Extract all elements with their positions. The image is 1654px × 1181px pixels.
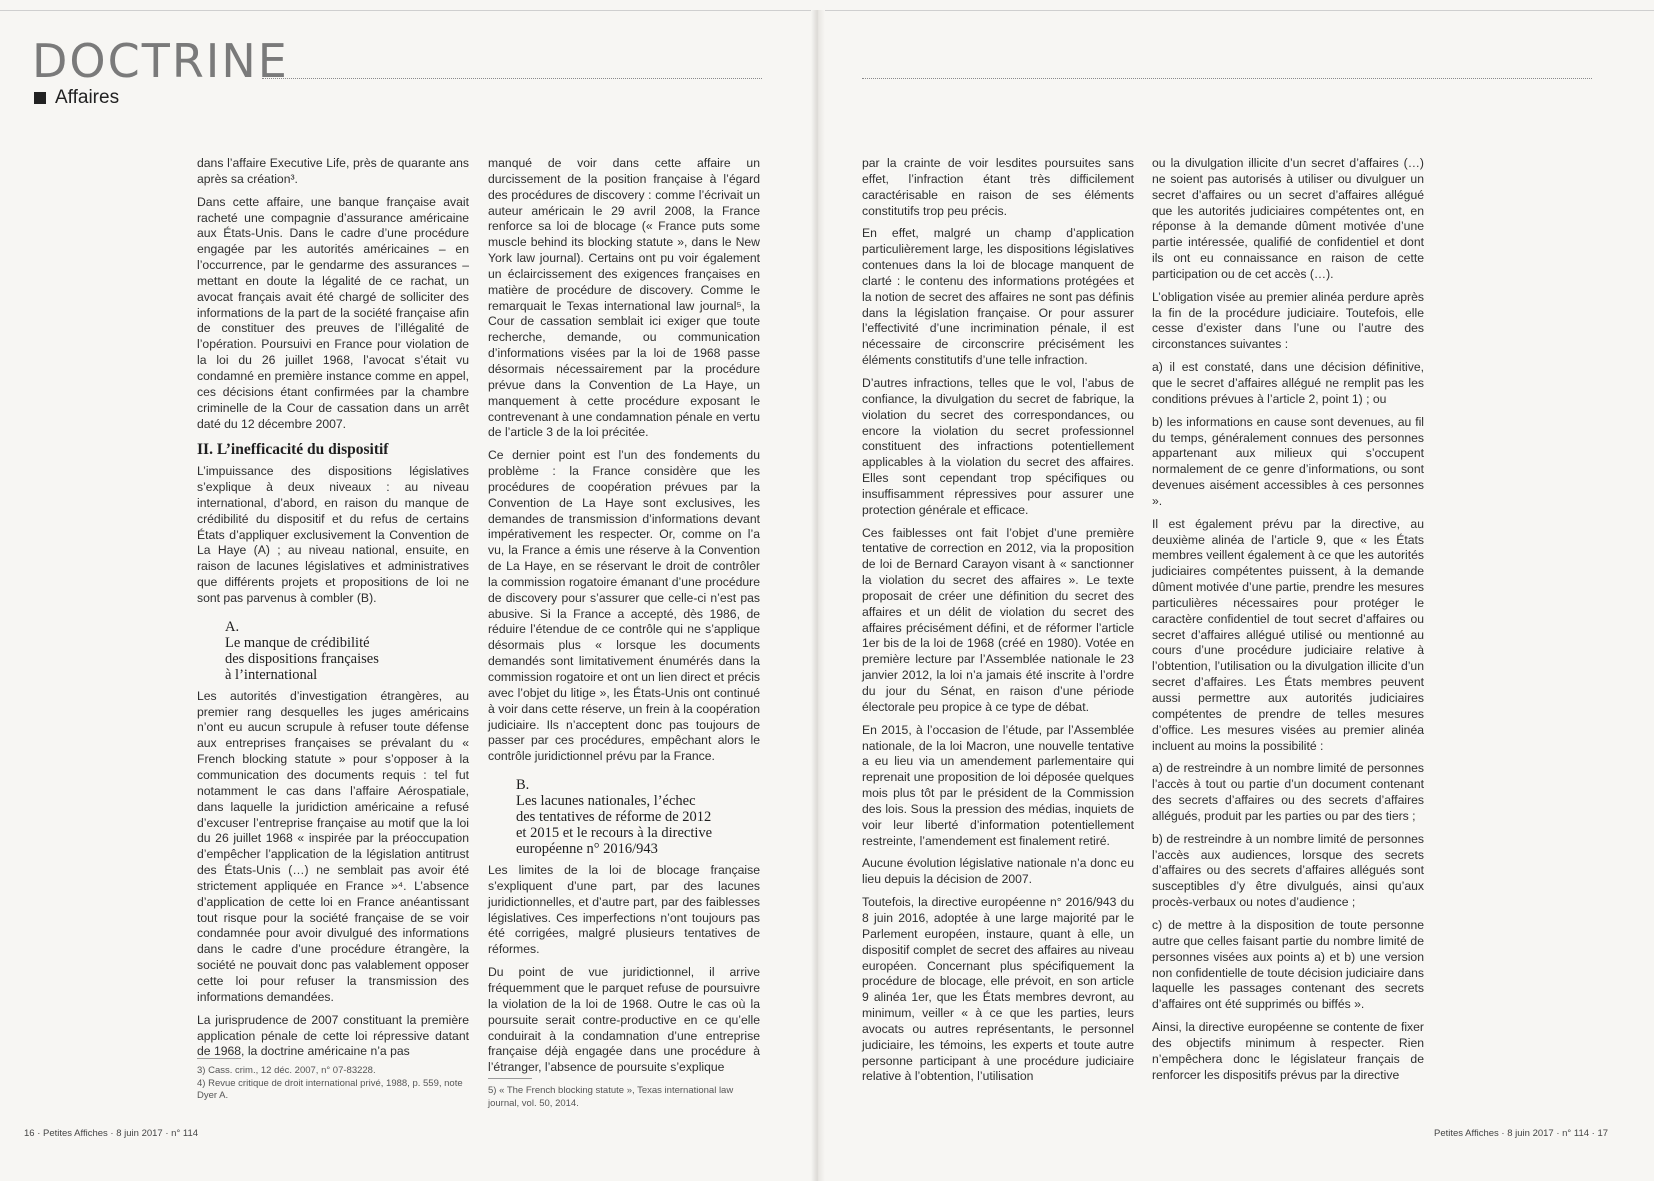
paragraph: Aucune évolution législative nationale n’a donc eu lieu depuis la décision de 2007. (862, 856, 1134, 887)
subsection-label: B. (516, 777, 530, 794)
subsection-title-line: et 2015 et le recours à la directive (516, 825, 713, 842)
paragraph: Les autorités d’investigation étrangères, au premier rang desquelles les juges américains n’ont eu aucun scrupule à refuser toute défense aux entreprises françaises se prévalant du « French blocking statute » pour s’opposer à la communication des documents requis : tel fut notamment le cas dans l’affaire Aérospatiale, dans laquelle la juridiction américaine a refusé d’excuser l’entreprise française au motif que la loi du 26 juillet 1968 « inspirée par la préoccupation d’empêcher l’application de la législation antitrust des États-Unis (…) ne semblait pas avoir été strictement appliquée en France »⁴. L’absence d’application de cette loi en France anéantissant tout risque pour la société française de se voir condamnée pour avoir divulgué des informations dans le cadre d’une procédure étrangère, la société ne pouvait donc pas valablement opposer cette loi pour refuser la transmission des informations demandées. (197, 688, 469, 1004)
paragraph: Du point de vue juridictionnel, il arrive fréquemment que le parquet refuse de poursuivre la violation de la loi de 1968. Outre le cas où la poursuite serait contre-productive en ce qu’elle conduirait à la condamnation d’une entreprise française déjà engagée dans une procédure à l’étranger, l’absence de poursuite s’explique (488, 965, 760, 1075)
subsection-title-line: des dispositions françaises (225, 650, 379, 667)
footnote-4: 4) Revue critique de droit international privé, 1988, p. 559, note Dyer A. (197, 1077, 463, 1101)
text-column-4 (1152, 156, 1424, 1090)
text-column-2 (488, 156, 760, 1083)
paragraph: Les limites de la loi de blocage française s’expliquent d’une part, par des lacunes juridictionnelles, et d’autre part, par des faiblesses législatives. Ces imperfections n’ont toujours pas été corrigées, malgré plusieurs tentatives de réformes. (488, 863, 760, 957)
subsection-title-line: Le manque de crédibilité (225, 634, 370, 651)
paragraph: b) les informations en cause sont devenues, au fil du temps, généralement connues des personnes appartenant aux milieux qui s’occupent normalement de ce genre d’informations, ou sont devenues aisément accessibles à ces personnes ». (1152, 414, 1424, 508)
rubric-label: Affaires (55, 87, 120, 108)
paragraph: a) il est constaté, dans une décision définitive, que le secret d’affaires allégué ne remplit pas les conditions prévues à l’article 2, point 1) ; ou (1152, 360, 1424, 406)
paragraph: Toutefois, la directive européenne n° 2016/943 du 8 juin 2016, adoptée à une large majorité par le Parlement européen, instaure, quant à elle, un dispositif complet de secret des affaires au niveau européen. Concernant plus spécifiquement la procédure de blocage, elle prévoit, en son article 9 alinéa 1er, que les États membres devront, au minimum, veiller « à ce que les parties, leurs avocats ou autres représentants, le personnel judiciaire, les témoins, les experts et toute autre personne participant à une procédure judiciaire relative à l’obtention, l’utilisation (862, 895, 1134, 1084)
subsection-label: A. (225, 618, 240, 635)
paragraph: Ainsi, la directive européenne se contente de fixer des objectifs minimum à respecter. Rien n’empêchera donc le législateur français de renforcer les dispositifs prévus par la directive (1152, 1020, 1424, 1082)
paragraph: Ce dernier point est l’un des fondements du problème : la France considère que les procédures de coopération prévues par la Convention de La Haye sont exclusives, les demandes de transmission d’informations devant impérativement les respecter. Or, comme on l’a vu, la France a émis une réserve à la Convention de La Haye, en se réservant le droit de contrôler la commission rogatoire émanant d’une procédure de discovery pour s’assurer que celle-ci n’est pas abusive. Si la France a accepté, dès 1986, de réduire l’étendue de ce contrôle qui ne s’applique désormais plus « lorsque les documents demandés sont limitativement énumérés dans la commission rogatoire et ont un lien direct et précis avec l’objet du litige », les États-Unis ont continué à voir dans cette réserve, un frein à la coopération judiciaire. Ils n’acceptent donc pas toujours de passer par ces procédures, empêchant alors le contrôle juridictionnel prévu par la France. (488, 448, 760, 764)
paragraph: En 2015, à l’occasion de l’étude, par l’Assemblée nationale, de la loi Macron, une nouvelle tentative a eu lieu via un amendement parlementaire qui reprenait une proposition de loi déposée quelques mois plus tôt par le président de la Commission des lois. Sous la pression des médias, inquiets de voir leur liberté d’information potentiellement restreinte, l’amendement est finalement retiré. (862, 722, 1134, 848)
footnote-3: 3) Cass. crim., 12 déc. 2007, n° 07-83228. (197, 1065, 376, 1076)
paragraph: La jurisprudence de 2007 constituant la première application pénale de cette loi répressive datant de 1968, la doctrine américaine n’a pas (197, 1012, 469, 1059)
paragraph: par la crainte de voir lesdites poursuites sans effet, l’infraction étant très difficilement caractérisable en raison de ses éléments constitutifs trop peu précis. (862, 156, 1134, 218)
top-rule (0, 10, 1654, 11)
section-title: DOCTRINE (32, 34, 289, 88)
paragraph: D’autres infractions, telles que le vol, l’abus de confiance, la divulgation du secret de fabrique, la violation du secret des correspondances, ou encore la violation du secret professionnel constituent des infractions potentiellement applicables à la violation du secret des affaires. Elles sont cependant trop spécifiques ou insuffisamment répressives pour assurer une protection générale et efficace. (862, 375, 1134, 517)
paragraph: dans l’affaire Executive Life, près de quarante ans après sa création³. (197, 156, 469, 186)
text-column-1 (197, 156, 469, 1067)
section-heading: II. L’inefficacité du dispositif (197, 441, 389, 459)
footnote-rule (488, 1078, 532, 1079)
paragraph: Il est également prévu par la directive, au deuxième alinéa de l’article 9, que « les États membres veillent également à ce que les autorités judiciaires compétentes puissent, à la demande dûment motivée d’une partie, prendre les mesures particulières nécessaires pour protéger le caractère confidentiel de tout secret d’affaires ou secret d’affaires allégué utilisé ou mentionné au cours d’une procédure judiciaire relative à l’obtention, l’utilisation ou la divulgation illicite d’un secret d’affaires. Les États membres peuvent aussi permettre aux autorités judiciaires compétentes de prendre de telles mesures d’office. Les mesures visées au premier alinéa incluent au moins la possibilité : (1152, 516, 1424, 753)
paragraph: L’impuissance des dispositions législatives s’explique à deux niveaux : au niveau international, d’abord, en raison du manque de crédibilité du dispositif et du refus de certains États d’appliquer exclusivement la Convention de La Haye (A) ; au niveau national, ensuite, en raison de lacunes législatives et administratives que différents projets et propositions de loi ne sont pas parvenus à combler (B). (197, 464, 469, 605)
footnote-5: 5) « The French blocking statute », Texas international law journal, vol. 50, 2014. (488, 1085, 734, 1109)
subsection-title-line: Les lacunes nationales, l’échec (516, 793, 696, 810)
subsection-title-line: des tentatives de réforme de 2012 (516, 809, 712, 826)
footnotes-left (197, 1065, 469, 1103)
subsection-title-line: européenne n° 2016/943 (516, 841, 658, 858)
subsection-title-line: à l’international (225, 666, 318, 683)
paragraph: c) de mettre à la disposition de toute personne autre que celles faisant partie du nombre limité de personnes visées aux points a) et b) une version non confidentielle de toute décision judiciaire dans laquelle les passages contenant des secrets d’affaires ont été supprimés ou biffés ». (1152, 917, 1424, 1012)
paragraph: ou la divulgation illicite d’un secret d’affaires (…) ne soient pas autorisés à utiliser ou divulguer un secret d’affaires ou un secret d’affaires allégué que les autorités judiciaires compétentes ont, en réponse à la demande dûment motivée d’une partie intéressée, qualifié de confidentiel et dont ils ont eu connaissance en raison de cette participation ou de cet accès (…). (1152, 156, 1424, 281)
text-column-3 (862, 156, 1134, 1092)
paragraph: En effet, malgré un champ d’application particulièrement large, les dispositions législatives contenues dans la loi de blocage manquent de clarté : le contenu des informations protégées et la notion de secret des affaires ne sont pas définis dans la législation française. Or pour assurer l’effectivité d’une incrimination pénale, il est nécessaire de circonscrire précisément les éléments constitutifs d’une telle infraction. (862, 226, 1134, 368)
square-bullet-icon (34, 92, 46, 104)
footnote-rule (197, 1058, 241, 1059)
paragraph: Ces faiblesses ont fait l’objet d’une première tentative de correction en 2012, via la proposition de loi de Bernard Carayon visant à « sanctionner la violation du secret des affaires ». Le texte proposait de créer une définition du secret des affaires et un délit de violation du secret des affaires précisément défini, et de réformer l’article 1er bis de la loi de 1968 (créé en 1980). Votée en première lecture par l’Assemblée nationale le 23 janvier 2012, la loi n’a jamais été inscrite à l’ordre du jour du Sénat, en raison d’une période électorale peu propice à ce type de débat. (862, 525, 1134, 714)
paragraph: manqué de voir dans cette affaire un durcissement de la position française à l’égard des procédures de discovery : comme l’écrivait un auteur américain le 29 avril 2008, la France renforce sa loi de blocage (« France puts some muscle behind its blocking statute », dans le New York law journal). Certains ont pu voir également un éclaircissement des exigences françaises en matière de procédure de discovery. Comme le remarquait le Texas international law journal⁵, la Cour de cassation semblait ici exiger que toute recherche, demande, ou communication d’informations visées par la loi de 1968 passe désormais nécessairement par la procédure prévue dans la Convention de La Haye, un manquement à cette procédure exposant le contrevenant à une condamnation pénale en vertu de l’article 3 de la loi précitée. (488, 156, 760, 440)
page-gutter (811, 10, 825, 1181)
paragraph: b) de restreindre à un nombre limité de personnes l’accès aux audiences, lorsque des secrets d’affaires ou des secrets d’affaires allégués sont susceptibles d’y être divulgués, ainsi qu’aux procès-verbaux ou notes d’audience ; (1152, 831, 1424, 910)
header-dotted-rule-right (862, 78, 1592, 79)
subsection-heading-a (197, 619, 469, 683)
header-dotted-rule-left (262, 78, 762, 79)
paragraph: a) de restreindre à un nombre limité de personnes l’accès à tout ou partie d’un document contenant des secrets d’affaires ou des secrets d’affaires allégués, produit par les parties ou par des tiers ; (1152, 761, 1424, 823)
folio-right: Petites Affiches · 8 juin 2017 · n° 114 · 17 (1434, 1128, 1609, 1139)
folio-left: 16 · Petites Affiches · 8 juin 2017 · n° 114 (24, 1128, 199, 1139)
paragraph: L’obligation visée au premier alinéa perdure après la fin de la procédure judiciaire. Toutefois, elle cesse d’exister dans l’une ou l’autre des circonstances suivantes : (1152, 289, 1424, 352)
footnotes-middle (488, 1085, 760, 1110)
paragraph: Dans cette affaire, une banque française avait racheté une compagnie d’assurance américaine aux États-Unis. Dans le cadre d’une procédure engagée par les autorités américaines – en l’occurrence, par le gendarme des assurances – mettant en doute la légalité de ce rachat, un avocat français avait été chargé de solliciter des informations de la part de la société française afin de constituer des preuves de l’illégalité de l’opération. Poursuivi en France pour violation de la loi du 26 juillet 1968, l’avocat s’était vu condamné en première instance comme en appel, ces décisions étant confirmées par la chambre criminelle de la Cour de cassation dans un arrêt daté du 12 décembre 2007. (197, 194, 469, 431)
subsection-heading-b (488, 777, 760, 857)
rubric-heading (34, 87, 119, 109)
